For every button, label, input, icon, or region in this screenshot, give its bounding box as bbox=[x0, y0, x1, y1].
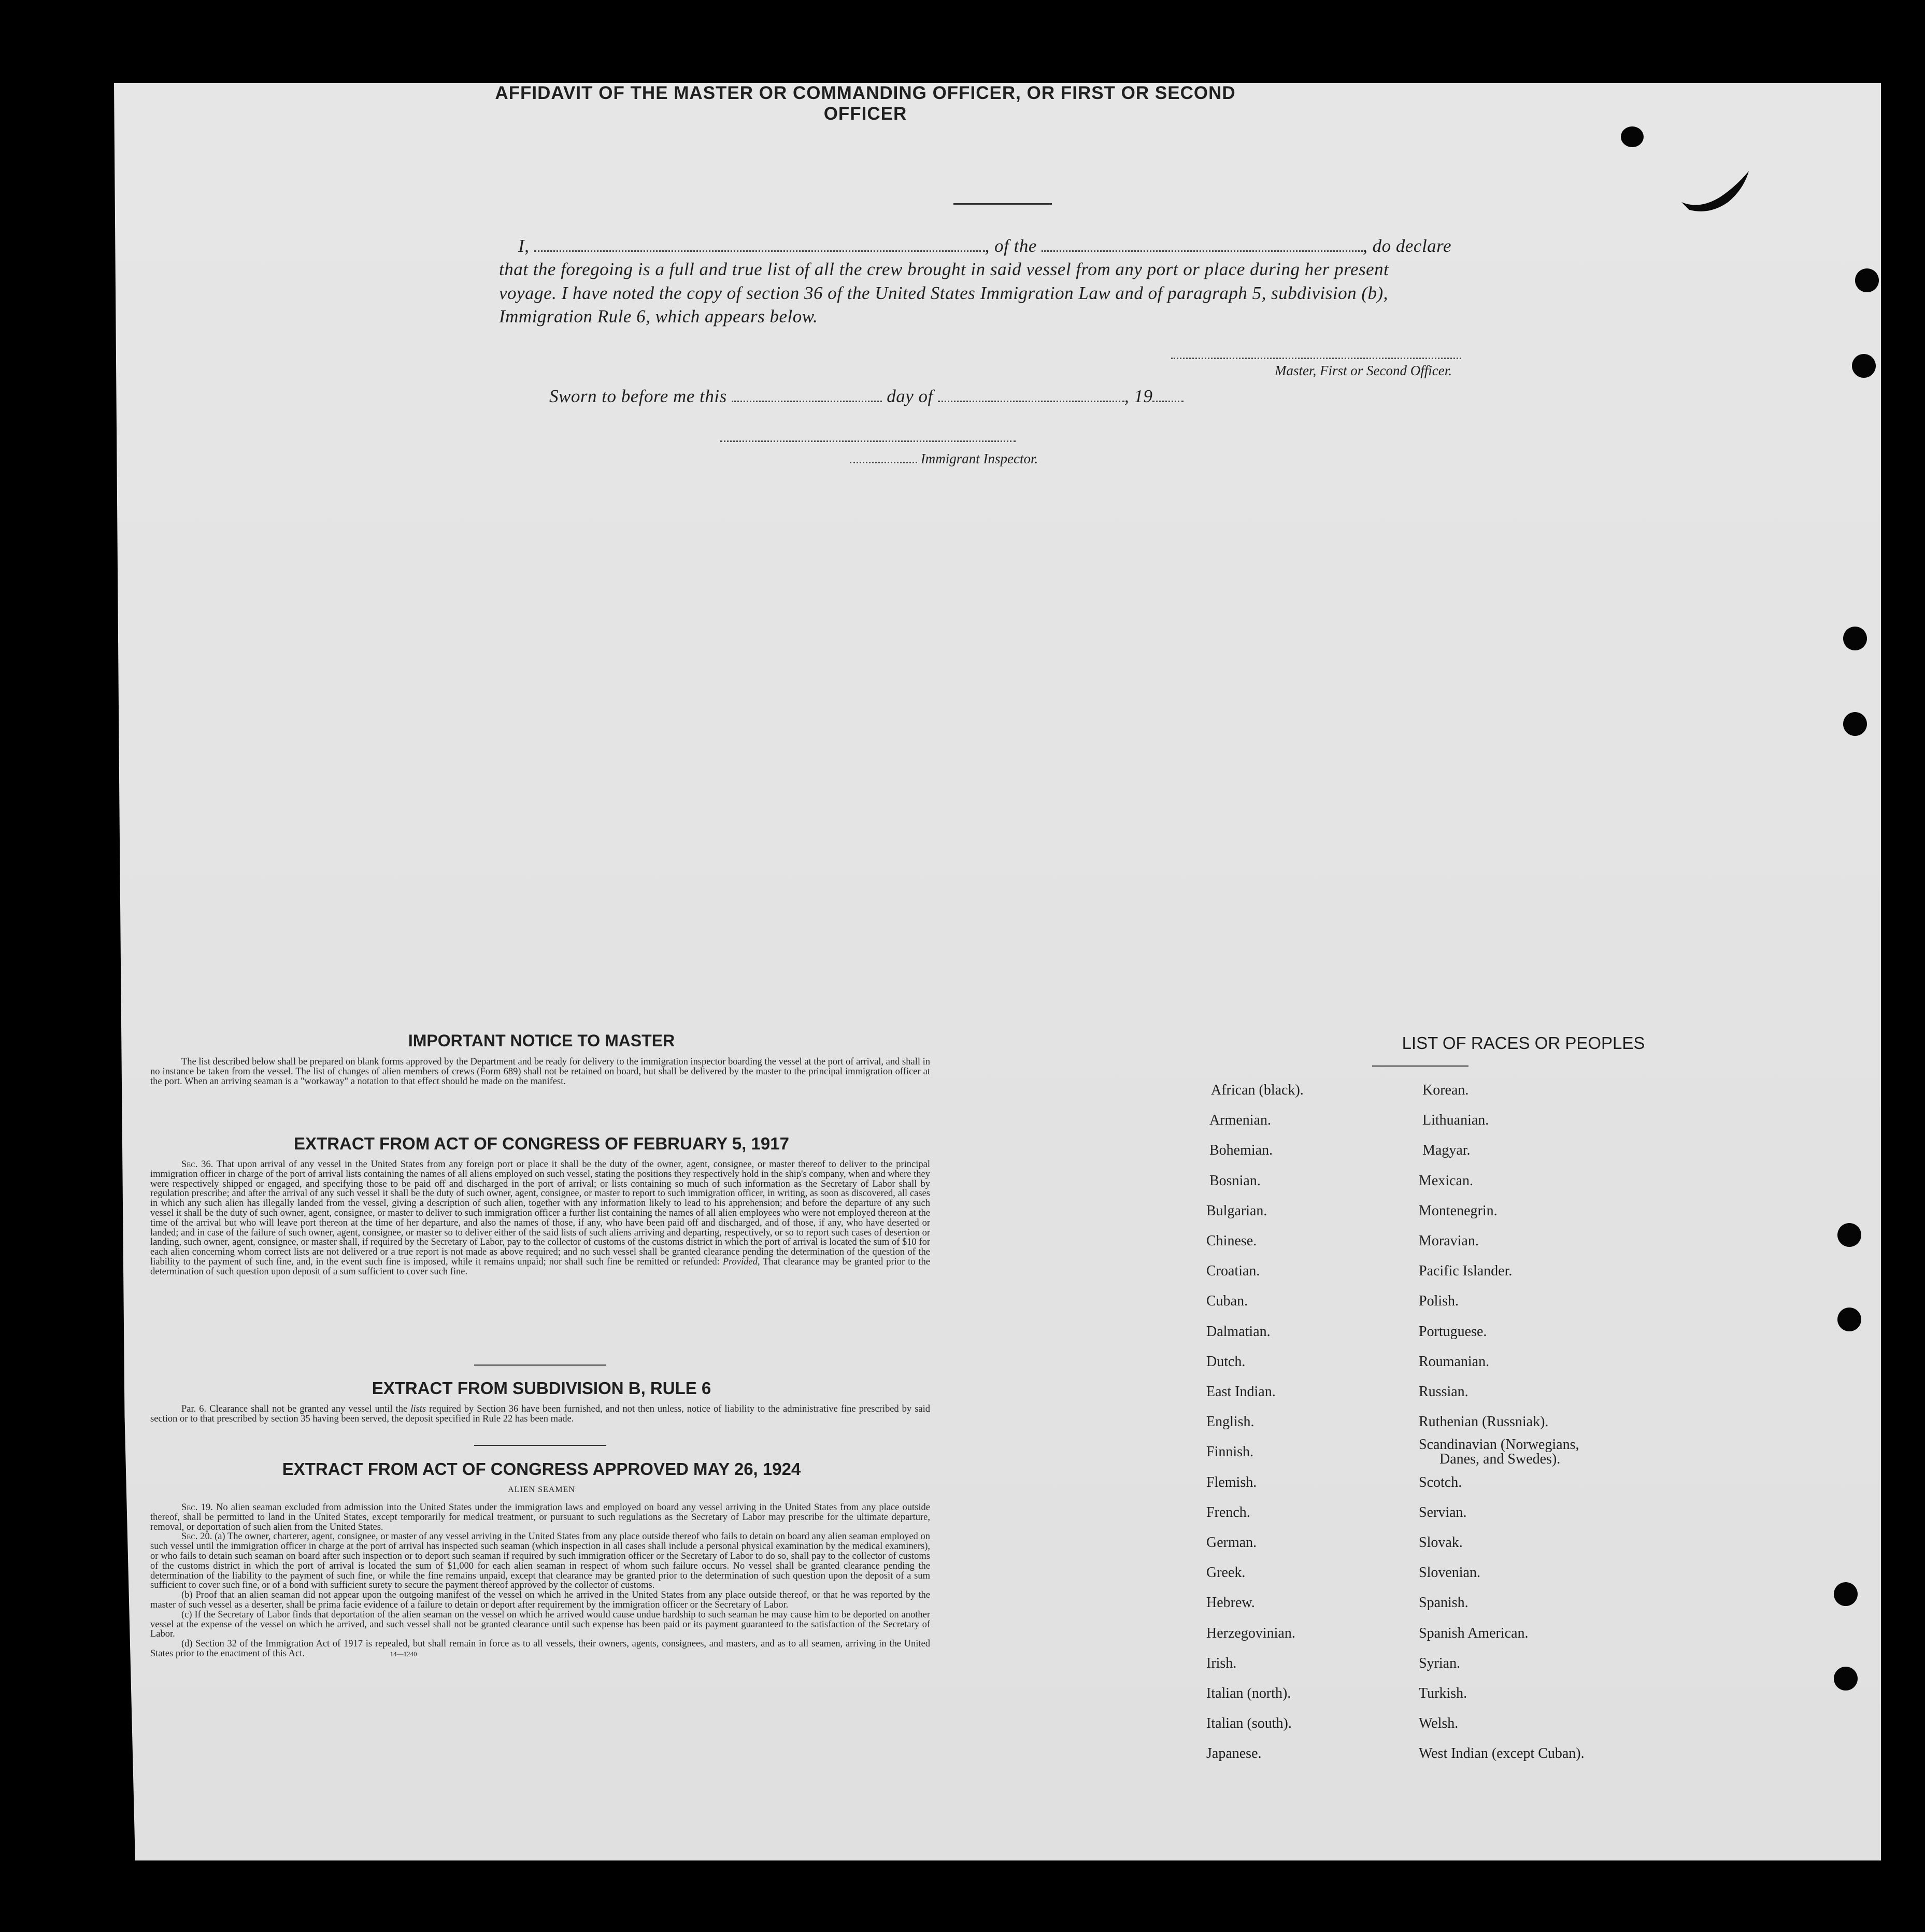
race-item: Russian. bbox=[1419, 1384, 1468, 1400]
act-1917-title: EXTRACT FROM ACT OF CONGRESS OF FEBRUARY 5, 1917 bbox=[294, 1134, 789, 1153]
race-item: Slovak. bbox=[1419, 1535, 1463, 1551]
divider bbox=[474, 1445, 606, 1446]
race-item: Italian (south). bbox=[1206, 1715, 1292, 1732]
race-item: Pacific Islander. bbox=[1419, 1263, 1513, 1280]
races-title: LIST OF RACES OR PEOPLES bbox=[1402, 1033, 1645, 1053]
race-item: Syrian. bbox=[1419, 1655, 1461, 1671]
binder-hole bbox=[1834, 1667, 1858, 1690]
name-blank bbox=[534, 237, 985, 252]
notice-body: The list described below shall be prepared on blank forms approved by the Department and be ready for delivery to the immigration inspector boarding the vessel at the port of arrival, and shall in no instance be taken from the vessel. The list of changes of alien members of crews (Form 689) shall not be retained on board, but shall be delivered by the master to the principal immigration officer at the port. When an arriving seaman is a "workaway" a notation to that effect should be made on the manifest. bbox=[150, 1057, 930, 1087]
race-item: Lithuanian. bbox=[1422, 1112, 1489, 1129]
affidavit-line-2: that the foregoing is a full and true list of all the crew brought in said vessel from any port or place during her present bbox=[499, 259, 1389, 279]
binder-hole bbox=[1834, 1582, 1858, 1606]
race-item: Herzegovinian. bbox=[1206, 1625, 1295, 1641]
divider bbox=[474, 1365, 606, 1366]
title-rule bbox=[953, 203, 1052, 205]
binder-hole bbox=[1621, 126, 1644, 147]
race-item: Bohemian. bbox=[1209, 1142, 1273, 1159]
race-item: Montenegrin. bbox=[1419, 1202, 1498, 1219]
race-item: Korean. bbox=[1422, 1082, 1469, 1098]
vessel-blank bbox=[1042, 237, 1363, 252]
race-item: Croatian. bbox=[1206, 1263, 1260, 1280]
races-rule bbox=[1372, 1066, 1468, 1067]
race-item: West Indian (except Cuban). bbox=[1419, 1745, 1585, 1762]
race-item: Flemish. bbox=[1206, 1474, 1257, 1490]
race-item: Roumanian. bbox=[1419, 1353, 1490, 1370]
binder-hole bbox=[1852, 354, 1876, 378]
master-signature-line bbox=[1171, 358, 1461, 359]
affidavit-line-3: voyage. I have noted the copy of section 36 of the United States Immigration Law and of paragraph 5, subdivision (b), bbox=[499, 283, 1388, 303]
race-item: Chinese. bbox=[1206, 1233, 1257, 1249]
race-item: Italian (north). bbox=[1206, 1685, 1291, 1701]
race-item: Cuban. bbox=[1206, 1293, 1248, 1310]
race-item: Finnish. bbox=[1206, 1444, 1254, 1460]
race-item: Magyar. bbox=[1422, 1142, 1471, 1159]
race-item: Moravian. bbox=[1419, 1233, 1479, 1249]
race-item: Scandinavian (Norwegians, bbox=[1419, 1437, 1579, 1453]
race-item: Bulgarian. bbox=[1206, 1202, 1267, 1219]
race-item-continuation: Danes, and Swedes). bbox=[1439, 1451, 1561, 1468]
rule-6-body: Par. 6. Clearance shall not be granted any vessel until the lists required by Section 36 have been furnished, and not then unless, notice of liability to the administrative fine prescribed by said section or to that prescribed by section 35 having been served, the deposit specified in Rule 22 has been made. bbox=[150, 1404, 931, 1424]
race-item: German. bbox=[1206, 1535, 1257, 1551]
race-item: Polish. bbox=[1419, 1293, 1459, 1310]
race-item: English. bbox=[1206, 1414, 1254, 1430]
affidavit-line-4: Immigration Rule 6, which appears below. bbox=[499, 306, 818, 326]
race-item: Turkish. bbox=[1419, 1685, 1467, 1701]
race-item: Dalmatian. bbox=[1206, 1323, 1271, 1340]
race-item: Japanese. bbox=[1206, 1745, 1262, 1762]
binder-hole bbox=[1855, 268, 1879, 292]
binder-hole bbox=[1837, 1308, 1861, 1331]
race-item: East Indian. bbox=[1206, 1384, 1276, 1400]
binder-hole bbox=[1843, 712, 1867, 736]
affidavit-line-1: I, , of the , do declare bbox=[518, 236, 1452, 256]
day-blank bbox=[732, 387, 882, 402]
year-blank bbox=[1152, 387, 1183, 402]
race-item: Spanish American. bbox=[1419, 1625, 1529, 1641]
act-1924-body: Sec. 19. No alien seaman excluded from admission into the United States under the immigration laws and employed on board any vessel arriving in the United States from any place outside thereof, shall be permitted to land in the United States, except temporarily for medical treatment, or pursuant to such regulations as the Secretary of Labor may prescribe for the ultimate departure, removal, or deportation of such alien from the United States. Sec. 20. (a) The owner, charterer, agent, consignee, or master of any vessel arriving in the United States from any place outside thereof who fails to detain on board any alien seaman employed on such vessel until the immigration officer in charge at the port of arrival has inspected such seaman (which inspection in all cases shall include a personal physical examination by the medical examiners), or who fails to detain such seaman on board after such inspection or to deport such seaman if required by such immigration officer or the Secretary of Labor to do so, shall pay to the collector of customs of the customs district in which the port of arrival is located the sum of $1,000 for each alien seaman in respect of whom such failure occurs. No vessel shall be granted clearance pending the determination of the liability to the payment of such fine, or while the fine remains unpaid, except that clearance may be granted prior to the determination of such question upon the deposit of a sum sufficient to cover such fine, or of a bond with sufficient surety to secure the payment thereof approved by the collector of customs. (b) Proof that an alien seaman did not appear upon the outgoing manifest of the vessel on which he arrived in the United States from any place outside thereof, or that he was reported by the master of such vessel as a deserter, shall be prima facie evidence of a failure to detain or deport after requirement by the immigration officer or the Secretary of Labor. (c) If the Secretary of Labor finds that deportation of the alien seaman on the vessel on which he arrived would cause undue hardship to such seaman he may cause him to be deported on another vessel at the expense of the vessel on which he arrived, and such vessel shall not be granted clearance until such expense has been paid or its payment guaranteed to the satisfaction of the Secretary of Labor. (d) Section 32 of the Immigration Act of 1917 is repealed, but shall remain in force as to all vessels, their owners, agents, consignees, and masters, and as to all seamen, arriving in the United States prior to the enactment of this Act. 14—1240 bbox=[150, 1502, 930, 1659]
notice-title: IMPORTANT NOTICE TO MASTER bbox=[408, 1031, 675, 1050]
race-item: Hebrew. bbox=[1206, 1595, 1255, 1611]
form-number: 14—1240 bbox=[390, 1650, 417, 1658]
month-blank bbox=[938, 387, 1124, 402]
binder-hole bbox=[1837, 1223, 1861, 1247]
race-item: Slovenian. bbox=[1419, 1565, 1480, 1581]
race-item: Portuguese. bbox=[1419, 1323, 1487, 1340]
race-item: Greek. bbox=[1206, 1565, 1246, 1581]
race-item: Mexican. bbox=[1419, 1172, 1473, 1189]
sworn-line: Sworn to before me this day of , 19 bbox=[549, 386, 1183, 407]
race-item: Welsh. bbox=[1419, 1715, 1459, 1732]
act-1924-title: EXTRACT FROM ACT OF CONGRESS APPROVED MAY 26, 1924 bbox=[282, 1459, 801, 1479]
race-item: Ruthenian (Russniak). bbox=[1419, 1414, 1549, 1430]
race-item: Bosnian. bbox=[1209, 1172, 1261, 1189]
ink-mark bbox=[1679, 161, 1767, 218]
affidavit-title: AFFIDAVIT OF THE MASTER OR COMMANDING OFFICER, OR FIRST OR SECOND OFFICER bbox=[495, 83, 1236, 124]
race-item: Irish. bbox=[1206, 1655, 1237, 1671]
race-item: French. bbox=[1206, 1504, 1250, 1521]
race-item: Scotch. bbox=[1419, 1474, 1462, 1490]
race-item: Servian. bbox=[1419, 1504, 1467, 1521]
master-signature-label: Master, First or Second Officer. bbox=[1275, 363, 1452, 378]
race-item: Armenian. bbox=[1209, 1112, 1271, 1129]
act-1924-subtitle: ALIEN SEAMEN bbox=[508, 1485, 575, 1494]
binder-hole bbox=[1843, 627, 1867, 650]
inspector-label-line: Immigrant Inspector. bbox=[850, 451, 1038, 467]
race-item: Dutch. bbox=[1206, 1353, 1246, 1370]
inspector-signature-line bbox=[720, 441, 1016, 442]
race-item: African (black). bbox=[1211, 1082, 1304, 1098]
act-1917-body: Sec. 36. That upon arrival of any vessel in the United States from any foreign port or place it shall be the duty of the owner, agent, consignee, or master thereof to deliver to the principal immigration officer in charge of the port of arrival lists containing the names of all aliens employed on such vessel, stating the positions they respectively hold in the ship's company, when and where they were respectively shipped or engaged, and specifying those to be paid off and discharged in the port of arrival; or lists containing so much of such information as the Secretary of Labor shall by regulation prescribe; and after the arrival of any such vessel it shall be the duty of such owner, agent, consignee, or master to report to such immigration officer, in writing, as soon as discovered, all cases in which any such alien has illegally landed from the vessel, giving a description of such alien, together with any information likely to lead to his apprehension; and before the departure of any such vessel it shall be the duty of such owner, agent, consignee, or master to deliver to such immigration officer a further list containing the names of all alien employees who were not employed thereon at the time of the arrival but who will leave port thereon at the time of her departure, and also the names of those, if any, who have been paid off and discharged, and of those, if any, who have deserted or landed; and in case of the failure of such owner, agent, consignee, or master so to deliver either of the said lists of such aliens arriving and departing, respectively, or so to report such cases of desertion or landing, such owner, agent, consignee, or master shall, if required by the Secretary of Labor, pay to the collector of customs of the customs district in which the port of arrival is located the sum of $10 for each alien concerning whom correct lists are not delivered or a true report is not made as above required; and no such vessel shall be granted clearance pending the determination of the question of the liability to the payment of such fine, and, in the event such fine is imposed, while it remains unpaid; nor shall such fine be remitted or refunded: Provided, That clearance may be granted prior to the determination of such question upon deposit of a sum sufficient to cover such fine. bbox=[150, 1159, 931, 1277]
race-item: Spanish. bbox=[1419, 1595, 1468, 1611]
rule-6-title: EXTRACT FROM SUBDIVISION B, RULE 6 bbox=[372, 1379, 711, 1398]
